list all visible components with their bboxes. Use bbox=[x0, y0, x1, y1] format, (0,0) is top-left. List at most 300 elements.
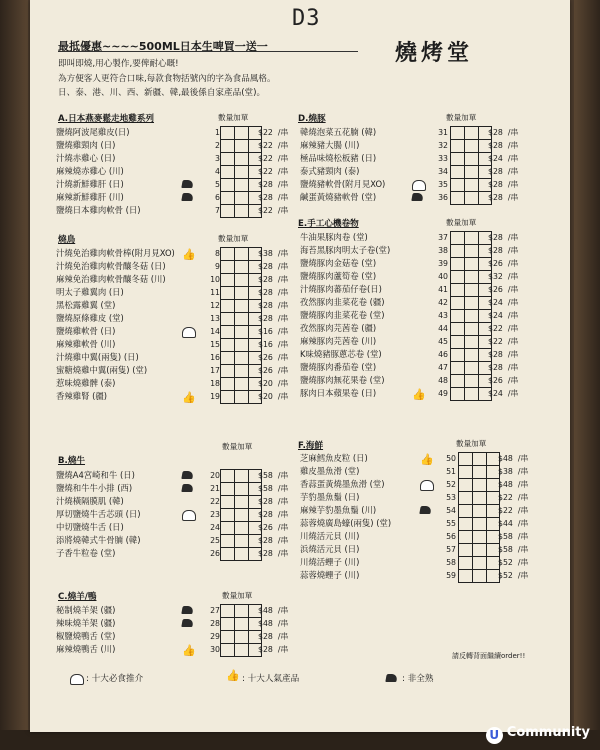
item-number: 2 bbox=[215, 141, 220, 150]
quantity-cell[interactable] bbox=[479, 297, 493, 309]
quantity-cell[interactable] bbox=[221, 352, 235, 364]
quantity-cell[interactable] bbox=[487, 518, 501, 530]
quantity-cell[interactable] bbox=[221, 483, 235, 495]
price-value: $22 bbox=[488, 324, 503, 333]
quantity-cell[interactable] bbox=[473, 492, 487, 504]
quantity-cell[interactable] bbox=[235, 631, 249, 643]
quantity-cell[interactable] bbox=[451, 192, 465, 204]
quantity-cell[interactable] bbox=[221, 631, 235, 643]
menu-item-name: 鹽燒雞頸肉 (日) bbox=[56, 140, 116, 150]
quantity-row bbox=[221, 509, 262, 522]
item-number: 51 bbox=[446, 467, 456, 476]
quantity-cell[interactable] bbox=[479, 310, 493, 322]
quantity-cell[interactable] bbox=[487, 570, 501, 582]
quantity-cell[interactable] bbox=[479, 192, 493, 204]
quantity-cell[interactable] bbox=[451, 297, 465, 309]
item-numbers bbox=[442, 452, 456, 582]
item-numbers bbox=[206, 247, 220, 403]
quantity-cell[interactable] bbox=[459, 531, 473, 543]
quantity-cell[interactable] bbox=[473, 544, 487, 556]
quantity-cell[interactable] bbox=[451, 153, 465, 165]
quantity-cell[interactable] bbox=[479, 336, 493, 348]
quantity-cell[interactable] bbox=[221, 365, 235, 377]
quantity-cell[interactable] bbox=[221, 391, 235, 403]
quantity-cell[interactable] bbox=[249, 483, 263, 495]
quantity-cell[interactable] bbox=[235, 339, 249, 351]
quantity-cell[interactable] bbox=[487, 557, 501, 569]
quantity-cell[interactable] bbox=[451, 245, 465, 257]
item-number: 44 bbox=[438, 324, 448, 333]
quantity-cell[interactable] bbox=[221, 618, 235, 630]
quantity-cell[interactable] bbox=[221, 127, 235, 139]
menu-item-name: 鹽燒阿波尾雞皮(日) bbox=[56, 127, 130, 137]
quantity-cell[interactable] bbox=[249, 522, 263, 534]
quantity-cell[interactable] bbox=[235, 352, 249, 364]
price-unit: /串 bbox=[517, 493, 529, 502]
item-number: 23 bbox=[210, 510, 220, 519]
quantity-cell[interactable] bbox=[235, 548, 249, 560]
item-price bbox=[258, 617, 288, 630]
quantity-cell[interactable] bbox=[221, 153, 235, 165]
quantity-cell[interactable] bbox=[479, 284, 493, 296]
quantity-cell[interactable] bbox=[221, 248, 235, 260]
quantity-cell[interactable] bbox=[465, 362, 479, 374]
item-number: 40 bbox=[438, 272, 448, 281]
cake-icon bbox=[385, 674, 397, 682]
item-list bbox=[56, 126, 141, 217]
quantity-cell[interactable] bbox=[465, 310, 479, 322]
community-logo-letter: U bbox=[486, 727, 503, 744]
quantity-cell[interactable] bbox=[459, 466, 473, 478]
item-number: 46 bbox=[438, 350, 448, 359]
quantity-cell[interactable] bbox=[221, 261, 235, 273]
price-value: $22 bbox=[258, 154, 273, 163]
quantity-cell[interactable] bbox=[479, 323, 493, 335]
quantity-cell[interactable] bbox=[451, 140, 465, 152]
quantity-cell[interactable] bbox=[249, 352, 263, 364]
price-unit: /串 bbox=[277, 167, 289, 176]
quantity-cell[interactable] bbox=[249, 192, 263, 204]
price-value: $28 bbox=[258, 549, 273, 558]
price-unit: /串 bbox=[507, 141, 519, 150]
quantity-cell[interactable] bbox=[465, 349, 479, 361]
item-number: 15 bbox=[210, 340, 220, 349]
quantity-row bbox=[221, 248, 262, 261]
menu-item-name: 椒鹽燒鴨舌 (堂) bbox=[56, 631, 116, 641]
price-value: $28 bbox=[488, 167, 503, 176]
quantity-cell[interactable] bbox=[473, 505, 487, 517]
quantity-row bbox=[221, 287, 262, 300]
quantity-cell[interactable] bbox=[221, 179, 235, 191]
quantity-cell[interactable] bbox=[249, 509, 263, 521]
quantity-cell[interactable] bbox=[459, 544, 473, 556]
quantity-cell[interactable] bbox=[465, 140, 479, 152]
background-left bbox=[0, 0, 28, 750]
quantity-cell[interactable] bbox=[459, 479, 473, 491]
quantity-cell[interactable] bbox=[249, 261, 263, 273]
quantity-cell[interactable] bbox=[235, 522, 249, 534]
item-number: 3 bbox=[215, 154, 220, 163]
item-price bbox=[258, 191, 288, 204]
quantity-cell[interactable] bbox=[451, 310, 465, 322]
quantity-row bbox=[459, 518, 500, 531]
quantity-cell[interactable] bbox=[479, 179, 493, 191]
quantity-cell[interactable] bbox=[451, 349, 465, 361]
quantity-cell[interactable] bbox=[235, 166, 249, 178]
item-list bbox=[300, 452, 391, 582]
price-value: $24 bbox=[488, 298, 503, 307]
quantity-cell[interactable] bbox=[221, 205, 235, 217]
price-value: $16 bbox=[258, 327, 273, 336]
price-value: $28 bbox=[488, 128, 503, 137]
quantity-cell[interactable] bbox=[221, 166, 235, 178]
quantity-cell[interactable] bbox=[235, 391, 249, 403]
price-value: $48 bbox=[498, 454, 513, 463]
quantity-cell[interactable] bbox=[459, 505, 473, 517]
quantity-cell[interactable] bbox=[221, 496, 235, 508]
quantity-cell[interactable] bbox=[473, 453, 487, 465]
menu-item-name: 汁燒赤雞心 (日) bbox=[56, 153, 116, 163]
quantity-cell[interactable] bbox=[235, 248, 249, 260]
quantity-cell[interactable] bbox=[249, 313, 263, 325]
quantity-cell[interactable] bbox=[465, 127, 479, 139]
thumbs-up-icon: 👍 bbox=[182, 391, 196, 404]
quantity-cell[interactable] bbox=[473, 557, 487, 569]
quantity-cell[interactable] bbox=[465, 297, 479, 309]
price-unit: /串 bbox=[277, 353, 289, 362]
item-price bbox=[258, 312, 288, 325]
item-prices bbox=[498, 452, 528, 582]
item-price bbox=[498, 556, 528, 569]
item-prices bbox=[258, 126, 288, 217]
quantity-cell[interactable] bbox=[235, 644, 249, 656]
menu-item-name: 汁燒新鮮雞肝 (日) bbox=[56, 179, 124, 189]
quantity-row bbox=[221, 548, 262, 561]
quantity-cell[interactable] bbox=[235, 326, 249, 338]
item-price bbox=[488, 231, 518, 244]
quantity-cell[interactable] bbox=[487, 492, 501, 504]
item-number: 34 bbox=[438, 167, 448, 176]
quantity-cell[interactable] bbox=[221, 605, 235, 617]
price-unit: /串 bbox=[507, 337, 519, 346]
price-unit: /串 bbox=[277, 193, 289, 202]
quantity-cell[interactable] bbox=[235, 365, 249, 377]
price-value: $28 bbox=[258, 180, 273, 189]
quantity-cell[interactable] bbox=[451, 336, 465, 348]
quantity-cell[interactable] bbox=[221, 470, 235, 482]
quantity-cell[interactable] bbox=[479, 362, 493, 374]
quantity-row bbox=[221, 313, 262, 326]
item-price bbox=[258, 299, 288, 312]
item-price bbox=[258, 286, 288, 299]
quantity-cell[interactable] bbox=[465, 179, 479, 191]
quantity-cell[interactable] bbox=[235, 618, 249, 630]
quantity-cell[interactable] bbox=[221, 509, 235, 521]
quantity-cell[interactable] bbox=[221, 192, 235, 204]
price-unit: /串 bbox=[507, 311, 519, 320]
quantity-row bbox=[221, 274, 262, 287]
quantity-cell[interactable] bbox=[465, 192, 479, 204]
quantity-cell[interactable] bbox=[221, 326, 235, 338]
quantity-cell[interactable] bbox=[249, 339, 263, 351]
quantity-cell[interactable] bbox=[249, 365, 263, 377]
quantity-cell[interactable] bbox=[473, 531, 487, 543]
quantity-cell[interactable] bbox=[221, 140, 235, 152]
quantity-cell[interactable] bbox=[249, 179, 263, 191]
quantity-cell[interactable] bbox=[465, 258, 479, 270]
quantity-cell[interactable] bbox=[235, 313, 249, 325]
quantity-cell[interactable] bbox=[221, 274, 235, 286]
quantity-cell[interactable] bbox=[249, 535, 263, 547]
quantity-cell[interactable] bbox=[235, 470, 249, 482]
menu-item-name: 芝麻鱈魚皮粒 (日) bbox=[300, 453, 368, 463]
quantity-cell[interactable] bbox=[451, 271, 465, 283]
quantity-cell[interactable] bbox=[221, 339, 235, 351]
quantity-cell[interactable] bbox=[235, 483, 249, 495]
item-number: 7 bbox=[215, 206, 220, 215]
price-value: $22 bbox=[258, 167, 273, 176]
quantity-cell[interactable] bbox=[221, 535, 235, 547]
quantity-cell[interactable] bbox=[487, 466, 501, 478]
quantity-cell[interactable] bbox=[451, 258, 465, 270]
quantity-cell[interactable] bbox=[465, 388, 479, 400]
price-unit: /串 bbox=[507, 246, 519, 255]
menu-item-name: 鹽燒豚肉蘆筍卷 (堂) bbox=[300, 271, 377, 281]
item-number: 38 bbox=[438, 246, 448, 255]
quantity-cell[interactable] bbox=[479, 388, 493, 400]
quantity-cell[interactable] bbox=[487, 453, 501, 465]
quantity-cell[interactable] bbox=[249, 644, 263, 656]
quantity-cell[interactable] bbox=[235, 378, 249, 390]
menu-item-name: 鹽燒豬軟骨(附月見XO) bbox=[300, 179, 386, 189]
quantity-cell[interactable] bbox=[451, 232, 465, 244]
quantity-cell[interactable] bbox=[249, 127, 263, 139]
menu-item-name: 極品味燒松板豬 (日) bbox=[300, 153, 377, 163]
legend-thumb: : 十大人氣產品 bbox=[242, 674, 300, 684]
price-unit: /串 bbox=[507, 233, 519, 242]
quantity-cell[interactable] bbox=[249, 248, 263, 260]
quantity-cell[interactable] bbox=[221, 313, 235, 325]
quantity-cell[interactable] bbox=[487, 505, 501, 517]
quantity-cell[interactable] bbox=[249, 287, 263, 299]
quantity-cell[interactable] bbox=[465, 166, 479, 178]
quantity-cell[interactable] bbox=[235, 605, 249, 617]
quantity-cell[interactable] bbox=[459, 557, 473, 569]
quantity-row bbox=[451, 192, 492, 205]
item-prices bbox=[258, 604, 288, 656]
quantity-cell[interactable] bbox=[221, 522, 235, 534]
quantity-cell[interactable] bbox=[249, 205, 263, 217]
quantity-cell[interactable] bbox=[465, 375, 479, 387]
quantity-row bbox=[221, 470, 262, 483]
price-value: $48 bbox=[258, 619, 273, 628]
quantity-cell[interactable] bbox=[249, 548, 263, 560]
item-price bbox=[258, 247, 288, 260]
price-unit: /串 bbox=[277, 484, 289, 493]
quantity-cell[interactable] bbox=[459, 453, 473, 465]
quantity-cell[interactable] bbox=[235, 300, 249, 312]
quantity-cell[interactable] bbox=[473, 479, 487, 491]
chef-hat-icon bbox=[420, 480, 434, 491]
quantity-cell[interactable] bbox=[473, 570, 487, 582]
price-unit: /串 bbox=[507, 180, 519, 189]
price-value: $28 bbox=[488, 233, 503, 242]
item-prices bbox=[258, 469, 288, 560]
item-price bbox=[258, 351, 288, 364]
menu-item-name: 辣味燒羊架 (疆) bbox=[56, 618, 116, 628]
quantity-cell[interactable] bbox=[249, 326, 263, 338]
quantity-cell[interactable] bbox=[221, 548, 235, 560]
menu-item-name: 鹽燒豚肉無花果卷 (堂) bbox=[300, 375, 385, 385]
quantity-cell[interactable] bbox=[235, 192, 249, 204]
item-number: 11 bbox=[210, 288, 220, 297]
quantity-cell[interactable] bbox=[479, 140, 493, 152]
quantity-cell[interactable] bbox=[249, 274, 263, 286]
quantity-cell[interactable] bbox=[451, 284, 465, 296]
item-number: 12 bbox=[210, 301, 220, 310]
item-price bbox=[488, 191, 518, 204]
menu-item-name: 蒜蓉燒蟶子 (川) bbox=[300, 570, 360, 580]
qty-header: 數量加單 bbox=[446, 218, 477, 227]
quantity-cell[interactable] bbox=[465, 153, 479, 165]
quantity-cell[interactable] bbox=[249, 300, 263, 312]
quantity-cell[interactable] bbox=[235, 127, 249, 139]
quantity-cell[interactable] bbox=[465, 232, 479, 244]
item-price bbox=[498, 517, 528, 530]
chef-hat-icon bbox=[412, 180, 426, 191]
community-watermark bbox=[486, 725, 590, 744]
item-list bbox=[56, 469, 141, 560]
quantity-cell[interactable] bbox=[459, 518, 473, 530]
intro-line-1: 為方便客人更符合口味,每款食物括號內的字為食品風格。 bbox=[58, 74, 276, 84]
quantity-cell[interactable] bbox=[465, 284, 479, 296]
quantity-cell[interactable] bbox=[473, 518, 487, 530]
quantity-cell[interactable] bbox=[249, 631, 263, 643]
quantity-cell[interactable] bbox=[479, 349, 493, 361]
menu-item-name: 明太子雞翼肉 (日) bbox=[56, 287, 124, 297]
item-number: 13 bbox=[210, 314, 220, 323]
quantity-cell[interactable] bbox=[235, 261, 249, 273]
quantity-cell[interactable] bbox=[465, 271, 479, 283]
quantity-cell[interactable] bbox=[479, 127, 493, 139]
quantity-row bbox=[221, 339, 262, 352]
quantity-cell[interactable] bbox=[451, 179, 465, 191]
item-price bbox=[258, 508, 288, 521]
item-number: 57 bbox=[446, 545, 456, 554]
item-price bbox=[258, 377, 288, 390]
item-price bbox=[488, 348, 518, 361]
quantity-grid bbox=[450, 126, 492, 205]
quantity-cell[interactable] bbox=[249, 496, 263, 508]
quantity-cell[interactable] bbox=[479, 166, 493, 178]
quantity-cell[interactable] bbox=[221, 300, 235, 312]
quantity-cell[interactable] bbox=[249, 378, 263, 390]
item-number: 43 bbox=[438, 311, 448, 320]
quantity-cell[interactable] bbox=[249, 166, 263, 178]
quantity-cell[interactable] bbox=[221, 378, 235, 390]
quantity-cell[interactable] bbox=[235, 287, 249, 299]
menu-item-name: 香蒜蛋黃燒墨魚滑 (堂) bbox=[300, 479, 385, 489]
quantity-cell[interactable] bbox=[487, 479, 501, 491]
quantity-cell[interactable] bbox=[249, 153, 263, 165]
price-unit: /串 bbox=[507, 363, 519, 372]
cake-icon bbox=[181, 606, 193, 614]
quantity-cell[interactable] bbox=[235, 140, 249, 152]
item-number: 17 bbox=[210, 366, 220, 375]
quantity-cell[interactable] bbox=[249, 140, 263, 152]
quantity-cell[interactable] bbox=[473, 466, 487, 478]
quantity-cell[interactable] bbox=[249, 470, 263, 482]
item-price bbox=[258, 152, 288, 165]
price-unit: /串 bbox=[277, 632, 289, 641]
quantity-cell[interactable] bbox=[451, 166, 465, 178]
price-unit: /串 bbox=[277, 301, 289, 310]
item-number: 41 bbox=[438, 285, 448, 294]
quantity-row bbox=[451, 140, 492, 153]
quantity-grid bbox=[220, 469, 262, 561]
item-price bbox=[258, 260, 288, 273]
item-price bbox=[258, 364, 288, 377]
item-number: 20 bbox=[210, 471, 220, 480]
quantity-cell[interactable] bbox=[235, 274, 249, 286]
quantity-cell[interactable] bbox=[479, 271, 493, 283]
quantity-cell[interactable] bbox=[465, 336, 479, 348]
quantity-cell[interactable] bbox=[479, 153, 493, 165]
quantity-cell[interactable] bbox=[235, 535, 249, 547]
quantity-cell[interactable] bbox=[221, 644, 235, 656]
quantity-cell[interactable] bbox=[235, 205, 249, 217]
quantity-cell[interactable] bbox=[459, 570, 473, 582]
quantity-cell[interactable] bbox=[487, 544, 501, 556]
item-numbers bbox=[206, 126, 220, 217]
quantity-cell[interactable] bbox=[451, 127, 465, 139]
menu-item-name: 麻辣燒鴨舌 (川) bbox=[56, 644, 116, 654]
price-value: $28 bbox=[258, 301, 273, 310]
quantity-cell[interactable] bbox=[465, 323, 479, 335]
item-list bbox=[56, 604, 115, 656]
quantity-cell[interactable] bbox=[451, 388, 465, 400]
quantity-cell[interactable] bbox=[479, 232, 493, 244]
price-value: $22 bbox=[258, 141, 273, 150]
quantity-cell[interactable] bbox=[221, 287, 235, 299]
price-unit: /串 bbox=[507, 272, 519, 281]
quantity-cell[interactable] bbox=[459, 492, 473, 504]
quantity-row bbox=[221, 300, 262, 313]
quantity-cell[interactable] bbox=[451, 375, 465, 387]
quantity-cell[interactable] bbox=[479, 245, 493, 257]
quantity-cell[interactable] bbox=[235, 179, 249, 191]
section-title: B.燒牛 bbox=[58, 456, 86, 466]
quantity-cell[interactable] bbox=[235, 509, 249, 521]
quantity-cell[interactable] bbox=[235, 496, 249, 508]
quantity-cell[interactable] bbox=[479, 258, 493, 270]
item-number: 24 bbox=[210, 523, 220, 532]
quantity-cell[interactable] bbox=[249, 605, 263, 617]
quantity-cell[interactable] bbox=[249, 391, 263, 403]
quantity-cell[interactable] bbox=[451, 362, 465, 374]
quantity-cell[interactable] bbox=[487, 531, 501, 543]
price-unit: /串 bbox=[277, 314, 289, 323]
quantity-cell[interactable] bbox=[451, 323, 465, 335]
quantity-cell[interactable] bbox=[235, 153, 249, 165]
quantity-grid bbox=[220, 604, 262, 657]
quantity-cell[interactable] bbox=[465, 245, 479, 257]
thumbs-up-icon: 👍 bbox=[182, 644, 196, 657]
item-price bbox=[498, 478, 528, 491]
quantity-cell[interactable] bbox=[479, 375, 493, 387]
quantity-cell[interactable] bbox=[249, 618, 263, 630]
price-unit: /串 bbox=[277, 180, 289, 189]
